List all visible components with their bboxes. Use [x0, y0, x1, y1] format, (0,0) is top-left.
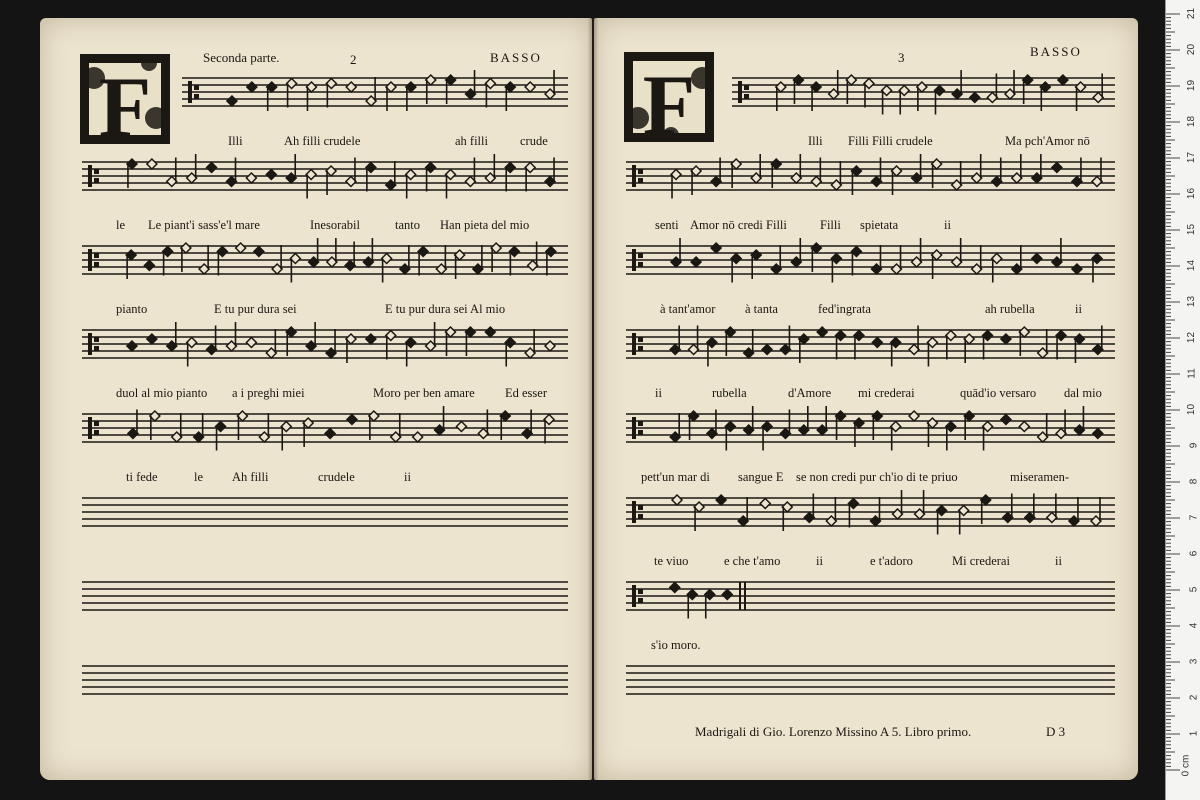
note-head — [1019, 422, 1029, 432]
note-head — [485, 327, 495, 337]
lyric: ii — [404, 470, 411, 484]
clef-mark — [94, 346, 99, 351]
left-voice-label: BASSO — [490, 50, 542, 65]
note-head — [716, 495, 726, 505]
lyric: Ah filli crudele — [284, 134, 361, 148]
right-voice-label: BASSO — [1030, 44, 1082, 59]
ruler-number: 5 — [1188, 586, 1200, 593]
ruler-number: 1 — [1188, 730, 1200, 737]
lyric: ah filli — [455, 134, 488, 148]
ruler-number: 6 — [1188, 550, 1200, 557]
ruler-number: 7 — [1188, 514, 1200, 521]
lyric: Ah filli — [232, 470, 269, 484]
ruler-number: 20 — [1185, 43, 1197, 56]
note-head — [366, 334, 376, 344]
note-head — [347, 415, 357, 425]
lyric: à tanta — [745, 302, 778, 316]
lyric: E tu pur dura sei Al mio — [385, 302, 506, 316]
note-head — [670, 583, 680, 593]
lyric: duol al mio pianto — [116, 386, 208, 400]
lyric: ii — [816, 554, 823, 568]
lyric: te viuo — [654, 554, 689, 568]
note-head — [236, 243, 246, 253]
right-page-number: 3 — [898, 50, 905, 65]
clef-mark — [632, 417, 636, 439]
note-head — [1001, 415, 1011, 425]
clef-mark — [88, 165, 92, 187]
lyric: ii — [1055, 554, 1062, 568]
note-head — [909, 411, 919, 421]
clef-mark — [638, 178, 643, 183]
signature-mark: D 3 — [1046, 724, 1066, 739]
ruler-number: 21 — [1185, 7, 1197, 20]
clef-mark — [632, 585, 636, 607]
lyric: ii — [655, 386, 662, 400]
note-head — [346, 82, 356, 92]
note-head — [817, 327, 827, 337]
lyric: e che t'amo — [724, 554, 781, 568]
lyric: d'Amore — [788, 386, 832, 400]
lyric: quād'io versaro — [960, 386, 1037, 400]
lyric: dal mio — [1064, 386, 1102, 400]
lyric: Ma pch'Amor nō — [1005, 134, 1090, 148]
clef-mark — [88, 249, 92, 271]
lyric: crudele — [318, 470, 355, 484]
clef-mark — [638, 514, 643, 519]
lyric: Filli — [820, 218, 841, 232]
section-title: Seconda parte. — [203, 50, 280, 65]
note-head — [266, 170, 276, 180]
note-head — [872, 338, 882, 348]
clef-mark — [88, 333, 92, 355]
lyric: crude — [520, 134, 548, 148]
lyric: sangue E — [738, 470, 784, 484]
clef-mark — [188, 81, 192, 103]
note-head — [711, 243, 721, 253]
note-head — [672, 495, 682, 505]
ruler-number: 15 — [1185, 223, 1197, 236]
clef-mark — [638, 253, 643, 258]
left-initial-letter: F — [98, 62, 152, 136]
note-head — [1001, 334, 1011, 344]
lyric: E tu pur dura sei — [214, 302, 297, 316]
clef-mark — [194, 94, 199, 99]
clef-mark — [94, 337, 99, 342]
clef-mark — [94, 253, 99, 258]
lyric: fed'ingrata — [818, 302, 871, 316]
colophon: Madrigali di Gio. Lorenzo Missino A 5. Libro primo. — [695, 724, 972, 739]
note-head — [1058, 75, 1068, 85]
ruler-number: 13 — [1185, 295, 1197, 308]
note-head — [691, 257, 701, 267]
note-head — [144, 261, 154, 271]
clef-mark — [744, 94, 749, 99]
clef-mark — [638, 598, 643, 603]
note-head — [1093, 429, 1103, 439]
lyric: le — [194, 470, 204, 484]
clef-mark — [638, 337, 643, 342]
note-head — [413, 432, 423, 442]
clef-mark — [632, 501, 636, 523]
clef-mark — [94, 169, 99, 174]
lyric: pett'un mar di — [641, 470, 710, 484]
lyric: ti fede — [126, 470, 158, 484]
lyric: se non credi pur ch'io di te priuo — [796, 470, 958, 484]
lyric: Amor nō credi Filli — [690, 218, 787, 232]
clef-mark — [638, 589, 643, 594]
right-initial-letter: F — [642, 60, 696, 134]
ruler-unit-label: 0 cm — [1180, 754, 1192, 777]
clef-mark — [94, 178, 99, 183]
note-head — [525, 82, 535, 92]
lyric: a i preghi miei — [232, 386, 305, 400]
note-head — [325, 429, 335, 439]
note-head — [760, 499, 770, 509]
ruler-number: 3 — [1188, 658, 1200, 665]
lyric: le — [116, 218, 126, 232]
lyric: spietata — [860, 218, 899, 232]
note-head — [207, 163, 217, 173]
clef-mark — [638, 421, 643, 426]
ruler-number: 19 — [1185, 79, 1197, 92]
lyric: senti — [655, 218, 679, 232]
lyric: Ed esser — [505, 386, 547, 400]
ruler-number: 17 — [1185, 151, 1197, 164]
left-decorated-initial — [80, 54, 170, 144]
note-head — [254, 247, 264, 257]
lyric: Inesorabil — [310, 218, 360, 232]
clef-mark — [638, 430, 643, 435]
ruler-number: 11 — [1186, 368, 1198, 379]
note-head — [722, 590, 732, 600]
clef-mark — [632, 249, 636, 271]
clef-mark — [194, 85, 199, 90]
clef-mark — [744, 85, 749, 90]
lyric: Illi — [228, 134, 243, 148]
ruler-number: 14 — [1185, 259, 1197, 272]
lyric: Mi crederai — [952, 554, 1010, 568]
lyric: à tant'amor — [660, 302, 716, 316]
clef-mark — [94, 421, 99, 426]
ruler-number: 18 — [1185, 115, 1197, 128]
note-head — [147, 159, 157, 169]
note-head — [970, 93, 980, 103]
ruler-number: 12 — [1185, 331, 1197, 344]
note-head — [545, 341, 555, 351]
lyric: Han pieta del mio — [440, 218, 530, 232]
note-head — [1072, 264, 1082, 274]
lyric: rubella — [712, 386, 747, 400]
clef-mark — [88, 417, 92, 439]
lyric: ii — [944, 218, 951, 232]
note-head — [227, 96, 237, 106]
clef-mark — [632, 165, 636, 187]
lyric: Moro per ben amare — [373, 386, 475, 400]
clef-mark — [638, 346, 643, 351]
ruler-number: 4 — [1188, 622, 1200, 629]
lyric: e t'adoro — [870, 554, 913, 568]
note-head — [147, 334, 157, 344]
clef-mark — [638, 169, 643, 174]
note-head — [1052, 163, 1062, 173]
lyric: mi crederai — [858, 386, 915, 400]
clef-mark — [638, 262, 643, 267]
note-head — [247, 82, 257, 92]
ruler-number: 16 — [1185, 187, 1197, 200]
measurement-ruler — [1165, 0, 1200, 800]
clef-mark — [94, 430, 99, 435]
lyric: Filli Filli crudele — [848, 134, 933, 148]
note-head — [456, 422, 466, 432]
ruler-number: 10 — [1185, 403, 1197, 416]
lyric: miseramen- — [1010, 470, 1070, 484]
clef-mark — [632, 333, 636, 355]
lyric: s'io moro. — [651, 638, 701, 652]
lyric: pianto — [116, 302, 148, 316]
note-head — [127, 341, 137, 351]
left-page-number: 2 — [350, 52, 357, 67]
right-decorated-initial — [624, 52, 714, 142]
ruler-number: 8 — [1188, 478, 1200, 485]
ruler-number: 9 — [1188, 442, 1200, 449]
clef-mark — [738, 81, 742, 103]
lyric: Illi — [808, 134, 823, 148]
note-head — [1032, 254, 1042, 264]
lyric: ii — [1075, 302, 1082, 316]
lyric: Le piant'i sass'e'l mare — [148, 218, 260, 232]
clef-mark — [638, 505, 643, 510]
clef-mark — [94, 262, 99, 267]
note-head — [246, 173, 256, 183]
note-head — [762, 345, 772, 355]
lyric: ah rubella — [985, 302, 1035, 316]
ruler-number: 2 — [1188, 694, 1200, 701]
lyric: tanto — [395, 218, 420, 232]
note-head — [246, 338, 256, 348]
